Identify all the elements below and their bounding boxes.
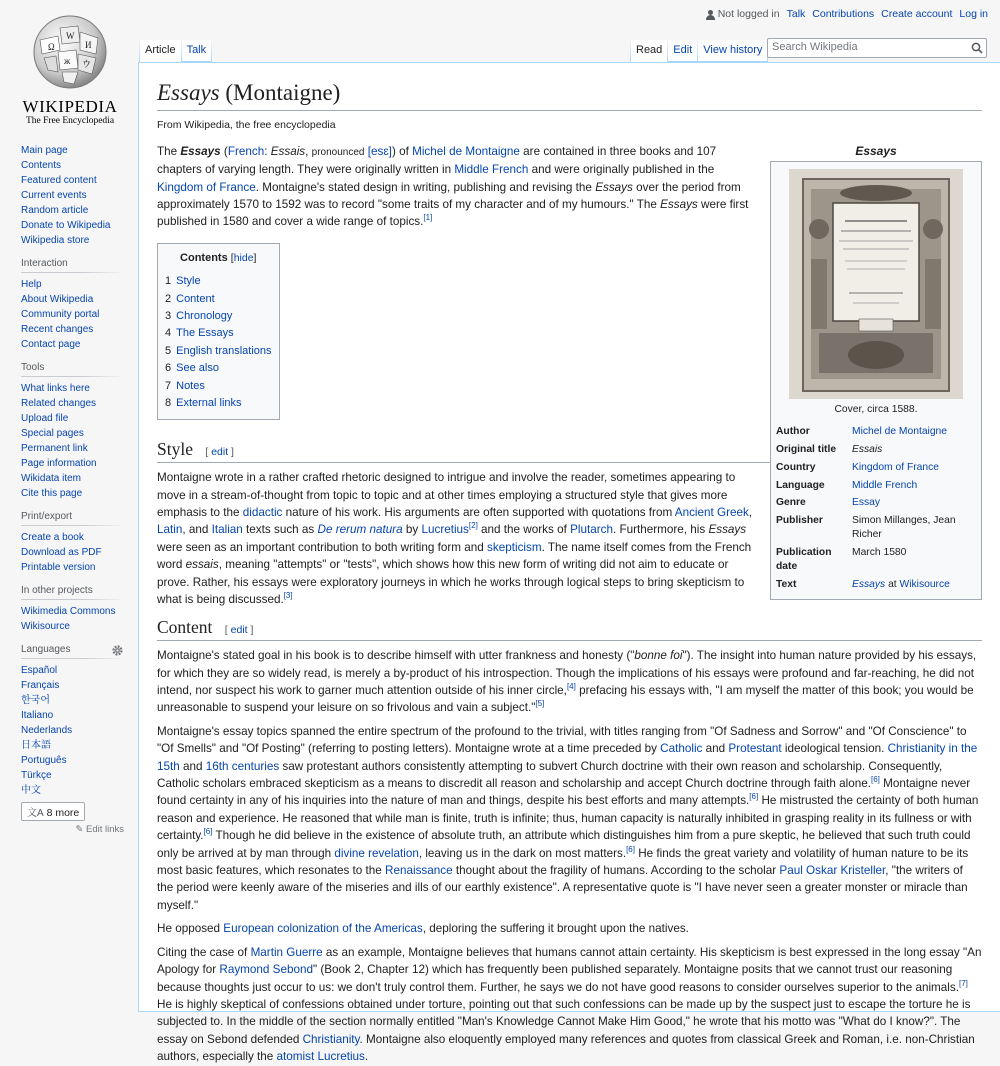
citation-link[interactable]: [5] [535, 699, 545, 709]
tab-talk[interactable]: Talk [182, 40, 212, 62]
infobox-label: Language [776, 479, 825, 491]
inline-link[interactable]: 16th centuries [205, 759, 280, 773]
inline-link[interactable]: Christianity [302, 1032, 360, 1046]
sidebar-item [21, 322, 124, 337]
text-run: Citing the case of [157, 945, 251, 959]
infobox-row [776, 494, 976, 512]
tab-edit[interactable]: Edit [668, 40, 697, 62]
citation [626, 845, 635, 854]
sidebar-link[interactable]: Cite this page [21, 488, 83, 499]
sidebar-link[interactable]: Current events [21, 190, 87, 201]
text-run: The [157, 144, 181, 158]
infobox-row [776, 423, 976, 441]
sidebar-item [21, 426, 124, 441]
svg-text:Ω: Ω [48, 42, 55, 52]
text-run: nature of his work. His arguments are often supported with quotations from [282, 506, 675, 519]
citation-link[interactable]: [7] [958, 978, 968, 988]
toc-number: 7 [165, 379, 172, 392]
toc-link[interactable]: See also [176, 362, 219, 375]
text-run: ) of [391, 144, 413, 158]
sidebar-link[interactable]: About Wikipedia [21, 294, 94, 305]
sidebar-link[interactable]: Wikimedia Commons [21, 606, 116, 617]
inline-link[interactable]: Protestant [728, 742, 782, 756]
text-run: Though he did believe in the existence of absolute truth, an attribute which distinguishes him from a pure skeptic, he believed that such truth could only be arrived at by man through [157, 829, 971, 860]
sidebar-link[interactable]: Printable version [21, 562, 96, 573]
inline-link[interactable]: Raymond Sebond [219, 963, 313, 977]
edit-section-content-link[interactable]: edit [230, 624, 248, 637]
sidebar-link[interactable]: Donate to Wikipedia [21, 220, 111, 231]
toc-number: 5 [165, 344, 172, 357]
sidebar-link[interactable]: Wikipedia store [21, 235, 90, 246]
svg-text:ウ: ウ [82, 59, 92, 69]
text-run: and were originally published in the [528, 163, 715, 177]
infobox-label-text: Text [776, 578, 797, 590]
sidebar-link[interactable]: What links here [21, 383, 90, 394]
citation [535, 700, 544, 709]
toc-number: 4 [165, 327, 172, 340]
sidebar-link[interactable]: Türkçe [21, 770, 52, 781]
search-input[interactable] [767, 38, 987, 58]
citation [959, 979, 968, 988]
infobox-label: Genre [776, 497, 806, 509]
toc-item[interactable] [165, 378, 272, 395]
inline-link[interactable]: Kingdom of France [157, 180, 256, 194]
article-body [157, 143, 982, 1066]
text-run: prefacing his essays with, "I am myself the matter of this book; you would be unreasonable to suspend your leisure on so frivolous and vain a subject." [157, 684, 974, 715]
sidebar-link[interactable]: Français [21, 680, 60, 691]
text-run: , "the writers of the period were keenly aware of the miseries and ills of our earthly existence". A representative quote is "I have never seen a greater monster or miracle than myself." [157, 864, 968, 912]
text-run: , [305, 144, 312, 158]
inline-link[interactable]: Renaissance [385, 864, 453, 878]
sidebar-link[interactable]: Nederlands [21, 725, 73, 736]
sidebar-item [21, 396, 124, 411]
toc-link[interactable]: The Essays [176, 327, 234, 340]
citation-link[interactable]: [3] [283, 591, 293, 601]
user-icon [706, 10, 715, 20]
inline-link[interactable]: Lucretius [421, 523, 469, 537]
infobox-value: Essais [852, 443, 883, 455]
sidebar-item [21, 530, 124, 545]
sidebar-item [21, 456, 124, 471]
sidebar-link[interactable]: Help [21, 279, 42, 290]
inline-link[interactable]: divine revelation [334, 846, 419, 860]
namespace-tabs [139, 40, 212, 62]
toc-link[interactable]: Style [176, 275, 201, 288]
sidebar-link[interactable]: Wikidata item [21, 473, 82, 484]
text-run: as an example, Montaigne believes that humans cannot attain certainty. His skepticism is best expressed in the long essay "An Apology for [157, 945, 982, 977]
infobox-label: Author [776, 425, 810, 437]
contributions-link[interactable]: Contributions [812, 8, 875, 20]
content-paragraph-2 [157, 723, 982, 914]
sidebar-item [21, 337, 124, 352]
text-run: He is highly skeptical of confessions obtained under torture, pointing out that such confessions can be made up by the suspect just to escape the torture he is subjected to. In the middle of the section normally entitled "Man's Knowledge Cannot Make Him Good," he wrote that his motto was "What do I know?". The essay on Sebond defended [157, 997, 971, 1046]
sidebar-item [21, 783, 124, 798]
text-run: over the period from approximately 1570 to 1592 was to record "some traits of my character and of my humours." The [157, 180, 741, 211]
sidebar-link[interactable]: Contact page [21, 339, 81, 350]
infobox-label: Publication date [776, 547, 832, 572]
sidebar-link[interactable]: Related changes [21, 398, 97, 409]
sidebar-print-export [21, 511, 124, 575]
log-in-link[interactable]: Log in [959, 8, 988, 20]
inline-link[interactable]: Middle French [454, 163, 529, 177]
content-paragraph-4 [157, 944, 982, 1066]
infobox-title: Essays [855, 143, 897, 158]
sidebar-link[interactable]: Create a book [21, 532, 84, 543]
sidebar-other-projects [21, 585, 124, 634]
inline-link[interactable]: De rerum natura [317, 523, 403, 537]
sidebar-interaction [21, 258, 124, 352]
toc-number: 1 [165, 275, 172, 288]
toc-item[interactable] [165, 308, 272, 325]
citation-link[interactable]: [1] [423, 213, 433, 223]
text-run: ideological tension. [781, 742, 888, 756]
sidebar-link[interactable]: Special pages [21, 428, 84, 439]
toc-number: 3 [165, 310, 172, 322]
toc-number: 8 [165, 397, 172, 410]
sidebar-link[interactable]: 한국어 [21, 695, 50, 706]
citation [749, 793, 758, 802]
text-run: , [748, 506, 753, 519]
sidebar-navigation [21, 143, 124, 248]
sidebar-item [21, 693, 124, 708]
infobox [770, 143, 982, 600]
wikipedia-logo[interactable] [18, 10, 122, 126]
sidebar-item [21, 277, 124, 292]
talk-link[interactable]: Talk [786, 8, 806, 20]
table-of-contents [157, 243, 280, 421]
text-run: Essays [708, 523, 747, 537]
section-heading-style: Style [ edit ] [157, 438, 982, 463]
inline-link[interactable]: Italian [211, 523, 243, 537]
text-run: Montaigne never found certainty in any of his inquiries into the nature of man and things, despite his best efforts and many attempts. [157, 777, 971, 808]
sidebar-item [21, 381, 124, 396]
search-placeholder: Search Wikipedia [772, 41, 858, 53]
sidebar-heading-interaction: Interaction [21, 258, 124, 273]
text-run: Essays [660, 197, 698, 211]
toc-item[interactable] [165, 395, 272, 412]
text-run: , meaning "attempts" or "tests", which shows how this new form of writing did not aim to educate or prove. Rather, his essays were exploratory journeys in which he works through logical steps to bring skepticism to what is being discussed. [157, 558, 745, 607]
sidebar-item [21, 723, 124, 738]
sidebar-item [21, 233, 124, 248]
inline-link[interactable]: [esɛ] [367, 144, 392, 158]
tab-separator [211, 40, 212, 62]
citation [284, 591, 293, 600]
text-run: texts such as [242, 523, 318, 537]
sidebar-item [21, 753, 124, 768]
citation-link[interactable]: [6] [870, 775, 880, 785]
text-run: bonne foi [634, 649, 683, 663]
infobox-value-text: Essays at Wikisource [852, 578, 950, 590]
citation-link[interactable]: [2] [468, 521, 478, 531]
sidebar-heading-other-projects: In other projects [21, 585, 124, 600]
toc-item[interactable] [165, 325, 272, 342]
citation [423, 213, 432, 222]
sidebar-heading-tools: Tools [21, 362, 124, 377]
edit-links-label: Edit links [85, 824, 124, 835]
cover-image[interactable] [789, 169, 963, 399]
page-title [157, 79, 982, 111]
toc-link[interactable]: External links [176, 397, 242, 410]
content-paragraph-1 [157, 647, 982, 717]
infobox-row [776, 512, 976, 544]
text-run: ( [220, 144, 228, 158]
text-run: essais [185, 558, 219, 572]
text-run: saw protestant authors consistently attempting to subvert Church doctrine with their own reason and scholarship. Consequently, Catholic scholars embraced skepticism as a means to discredit all reason and scholarship and accept Church doctrine through faith alone. [157, 759, 943, 791]
infobox-row [776, 459, 976, 477]
infobox-value[interactable]: Middle French [852, 479, 918, 491]
sidebar-item [21, 619, 124, 634]
inline-link[interactable]: Ancient Greek [674, 506, 749, 519]
sidebar-link[interactable]: Recent changes [21, 324, 94, 335]
inline-link[interactable]: Christianity in the 15th [157, 742, 978, 773]
text-run: , leaving us in the dark on most matters. [418, 846, 627, 860]
infobox-value[interactable]: Michel de Montaigne [852, 425, 948, 437]
wikisource-link[interactable]: Wikisource [899, 578, 950, 590]
text-run: . Montaigne also eloquently employed many references and quotes from classical Greek and Roman, i.e. non-Christian authors, especially the [157, 1032, 975, 1064]
citation-link[interactable]: [6] [203, 827, 213, 837]
text-run: pronounced [311, 146, 365, 158]
text-run: , and [182, 523, 212, 537]
text-run: thought about the fragility of humans. According to the scholar [452, 864, 780, 878]
sidebar-link[interactable]: Italiano [21, 710, 54, 721]
text-run: He opposed [157, 922, 224, 936]
citation-link[interactable]: [6] [626, 844, 635, 854]
toc-item[interactable] [165, 360, 272, 377]
text-run: were seen as an important contribution to both writing form and [157, 540, 488, 554]
inline-link[interactable]: skepticism [487, 540, 542, 554]
text-run: Essays [595, 180, 633, 194]
page-title-rest: (Montaigne) [219, 80, 341, 105]
text-run: . Montaigne's stated design in writing, publishing and revising the [255, 180, 596, 194]
sidebar-item [21, 292, 124, 307]
sidebar [0, 138, 138, 845]
toc-link[interactable]: Notes [176, 379, 205, 392]
page-title-italic: Essays [157, 80, 220, 105]
toc-link[interactable]: Content [176, 292, 215, 305]
wikipedia-globe-icon [28, 10, 112, 94]
sidebar-link[interactable]: Español [21, 665, 58, 676]
sidebar-item [21, 143, 124, 158]
text-run: and the works of [477, 523, 571, 537]
tab-read[interactable]: Read [631, 40, 667, 62]
text-run: " (Book 2, Chapter 12) which has frequently been published separately. Montaigne posits that we cannot trust our reasoning because thoughts just occur to us: we don't truly control them. Further, he says we do not have good reasons to consider ourselves superior to the animals. [157, 963, 959, 994]
sidebar-item [21, 188, 124, 203]
logo-tagline: The Free Encyclopedia [25, 116, 115, 126]
sidebar-item [21, 545, 124, 560]
sidebar-item [21, 218, 124, 233]
sidebar-link[interactable]: Download as PDF [21, 547, 102, 558]
content-paragraph-3 [157, 920, 982, 937]
sidebar-link[interactable]: Page information [21, 458, 97, 469]
sidebar-item [21, 678, 124, 693]
infobox-label: Original title [776, 443, 837, 455]
sidebar-link[interactable]: Upload file [21, 413, 69, 424]
sidebar-item [21, 738, 124, 753]
text-run: . Furthermore, his [612, 523, 709, 537]
toc-title: Contents [hide] [180, 251, 257, 264]
text-run: Montaigne wrote in a rather crafted rhetoric designed to intrigue and involve the reader, sometimes appearing to move in a stream-of-thought from topic to topic and at other times employing a structured style that gives more emphasis to the [157, 471, 736, 519]
sidebar-link[interactable]: 日本語 [21, 740, 51, 751]
citation-link[interactable]: [4] [566, 682, 576, 692]
infobox-value: Simon Millanges, Jean Richer [852, 515, 956, 541]
sidebar-link[interactable]: Contents [21, 160, 62, 171]
sidebar-item [21, 307, 124, 322]
infobox-label: Country [776, 461, 816, 473]
not-logged-in-text: Not logged in [717, 8, 780, 20]
sidebar-tools [21, 362, 124, 501]
inline-link[interactable]: Paul Oskar Kristeller [779, 864, 886, 878]
toc-item[interactable] [165, 291, 272, 308]
text-run: by [402, 523, 422, 537]
sidebar-item [21, 663, 124, 678]
sidebar-item [21, 411, 124, 426]
svg-text:W: W [66, 31, 75, 41]
create-account-link[interactable]: Create account [881, 8, 953, 20]
text-run: were first published in 1580 and cover a wide range of topics. [157, 197, 749, 229]
sidebar-link[interactable]: Main page [21, 145, 68, 156]
section-heading-content: Content [ edit ] [157, 616, 982, 641]
infobox-table [776, 423, 976, 594]
sidebar-item [21, 203, 124, 218]
tab-article[interactable]: Article [140, 40, 181, 62]
sidebar-item [21, 708, 124, 723]
tab-view-history[interactable]: View history [698, 40, 767, 62]
text-run: He finds the great variety and volatility of human nature to be its most basic features, which resonates to the [157, 846, 969, 878]
text-run: Montaigne's stated goal in his book is to describe himself with utter frankness and honesty (" [157, 649, 635, 663]
text-run: Montaigne's essay topics spanned the entire spectrum of the profound to the trivial, with titles ranging from "Of Sadness and Sorrow" and "Of Conscience" to "Of Smells" and "Of Posting" (referring to posting letters). Montaigne wrote at a time preceded by [157, 724, 967, 756]
citation-link[interactable]: [6] [749, 792, 759, 802]
toc-item[interactable] [165, 343, 272, 360]
inline-link[interactable]: Lucretius [317, 1050, 365, 1064]
pencil-icon: ✎ [75, 824, 84, 835]
sidebar-item [21, 173, 124, 188]
inline-link[interactable]: Catholic [660, 742, 703, 756]
infobox-row [776, 477, 976, 495]
sidebar-heading-print-export: Print/export [21, 511, 124, 526]
search-icon[interactable] [971, 42, 983, 54]
toc-link[interactable]: Chronology [176, 310, 233, 322]
sidebar-languages [21, 644, 124, 835]
more-languages-button[interactable] [21, 802, 85, 821]
sidebar-link[interactable]: 中文 [21, 785, 41, 796]
text-run: are contained in three books and 107 chapters of varying length. They were originally written in [157, 144, 717, 177]
inline-link[interactable]: didactic [242, 506, 283, 519]
sidebar-link[interactable]: Random article [21, 205, 89, 216]
infobox-box [770, 161, 982, 600]
text-run: Essays [180, 144, 221, 158]
content-area [138, 62, 1000, 1064]
text-run: and [179, 759, 206, 773]
toc-hide-link[interactable]: hide [233, 251, 254, 264]
sidebar-link[interactable]: Português [21, 755, 67, 766]
view-tabs [630, 40, 768, 62]
inline-link[interactable]: French [227, 144, 265, 158]
toc-number: 6 [165, 362, 172, 375]
svg-text:ж: ж [64, 56, 71, 66]
sidebar-item [21, 486, 124, 501]
site-subtitle: From Wikipedia, the free encyclopedia [157, 118, 336, 131]
sidebar-link[interactable]: Featured content [21, 175, 97, 186]
toc-link[interactable]: English translations [176, 344, 272, 357]
sidebar-item [21, 604, 124, 619]
infobox-label: Publisher [776, 515, 823, 527]
personal-tools [706, 8, 988, 20]
inline-link[interactable]: European colonization of the Americas [223, 922, 423, 936]
sidebar-heading-languages: Languages [21, 644, 124, 659]
text-run: . [364, 1050, 369, 1064]
inline-link[interactable]: Martin Guerre [250, 945, 323, 959]
sidebar-link[interactable]: Community portal [21, 309, 100, 320]
essays-text-link[interactable]: Essays [852, 578, 886, 590]
toc-item[interactable] [165, 273, 272, 290]
sidebar-link[interactable]: Permanent link [21, 443, 88, 454]
engraving-illustration [789, 169, 963, 399]
text-run: Essais [270, 144, 306, 158]
sidebar-item [21, 768, 124, 783]
sidebar-item [21, 158, 124, 173]
infobox-value: March 1580 [852, 547, 907, 559]
edit-section-style-link[interactable]: edit [211, 446, 229, 459]
edit-links[interactable] [21, 824, 124, 835]
inline-link[interactable]: atomist [276, 1050, 315, 1064]
sidebar-item [21, 471, 124, 486]
infobox-row [776, 544, 976, 576]
text-run: and [702, 742, 729, 756]
inline-link[interactable]: Michel de Montaigne [412, 144, 520, 158]
translate-icon: 文A [27, 808, 44, 819]
text-run: , deploring the suffering it brought upon the natives. [422, 922, 689, 936]
toc-number: 2 [165, 292, 172, 305]
text-run: . The name itself comes from the French word [157, 540, 752, 572]
infobox-value[interactable]: Kingdom of France [852, 461, 939, 473]
infobox-row [776, 441, 976, 459]
citation [469, 522, 478, 531]
logo-wordmark: WIKIPEDIA [22, 97, 118, 116]
infobox-value[interactable]: Essay [852, 497, 881, 509]
text-run: : [264, 144, 271, 158]
infobox-image-caption: Cover, circa 1588. [834, 403, 918, 415]
inline-link[interactable]: Plutarch [570, 523, 613, 537]
more-languages-label: 8 more [46, 807, 80, 819]
svg-text:И: И [85, 40, 92, 50]
text-run: "). The insight into human nature provided by his essays, for which they are so widely read, is merely a by-product of his introspection. Though the implications of his essays were profound and far-reaching, he did not intend, nor suspect his work to garner much attention outside of his inner circle, [157, 649, 977, 697]
sidebar-link[interactable]: Wikisource [21, 621, 70, 632]
sidebar-item [21, 560, 124, 575]
citation [871, 775, 880, 784]
inline-link[interactable]: Latin [157, 523, 183, 537]
sidebar-item [21, 441, 124, 456]
text-run: He mistrusted the certainty of both human reason and experience. He reasoned that while man is finite, truth is infinite; thus, human capacity is naturally inhibited in grasping reality in its fullness or with certainty. [157, 794, 979, 843]
gear-icon[interactable] [111, 644, 124, 657]
citation [567, 682, 576, 691]
infobox-row-text [776, 576, 976, 594]
